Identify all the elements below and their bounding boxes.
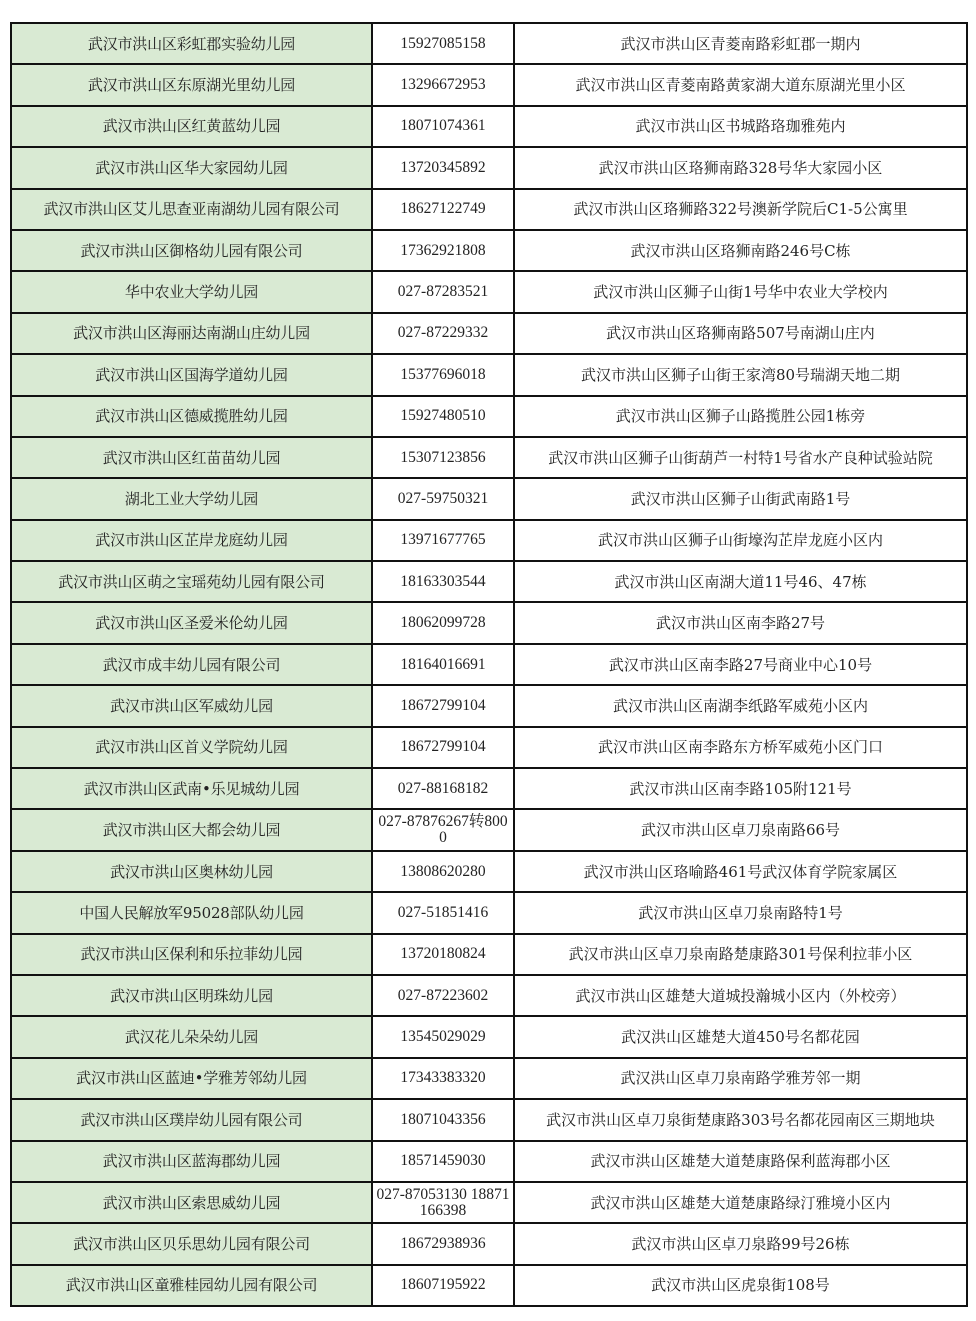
phone-text: 027-87053130 18871166398 <box>376 1185 510 1219</box>
phone-cell <box>372 1265 514 1306</box>
table-row <box>11 313 967 354</box>
kindergarten-name-cell <box>11 271 372 312</box>
address-text: 武汉市洪山区南李路27号商业中心10号 <box>608 655 873 674</box>
address-cell <box>514 1099 967 1140</box>
address-cell <box>514 1058 967 1099</box>
kindergarten-name-cell <box>11 644 372 685</box>
table-row <box>11 561 967 602</box>
kindergarten-name-cell <box>11 64 372 105</box>
table-row <box>11 396 967 437</box>
table-row <box>11 644 967 685</box>
kindergarten-name-cell <box>11 1058 372 1099</box>
kindergarten-name-text: 武汉市洪山区保利和乐拉菲幼儿园 <box>80 945 303 964</box>
address-text: 武汉市洪山区青菱南路彩虹郡一期内 <box>620 34 861 53</box>
address-cell <box>514 189 967 230</box>
phone-text: 18672799104 <box>400 696 486 714</box>
kindergarten-name-cell <box>11 727 372 768</box>
kindergarten-name-text: 武汉市洪山区彩虹郡实验幼儿园 <box>87 34 296 53</box>
address-text: 武汉市洪山区书城路珞珈雅苑内 <box>635 117 846 136</box>
address-text: 武汉洪山区卓刀泉南路学雅芳邻一期 <box>620 1069 861 1088</box>
kindergarten-table <box>10 22 968 1307</box>
address-cell <box>514 727 967 768</box>
kindergarten-name-cell <box>11 602 372 643</box>
address-text: 武汉市洪山区狮子山路揽胜公园1栋旁 <box>615 407 866 426</box>
table-row <box>11 1058 967 1099</box>
address-cell <box>514 23 967 64</box>
table-row <box>11 934 967 975</box>
kindergarten-name-text: 武汉市洪山区童雅桂园幼儿园有限公司 <box>65 1276 318 1295</box>
phone-text: 18672938936 <box>400 1235 486 1253</box>
kindergarten-name-cell <box>11 768 372 809</box>
phone-cell <box>372 1099 514 1140</box>
kindergarten-name-text: 武汉市洪山区武南•乐见城幼儿园 <box>83 779 300 798</box>
phone-cell <box>372 1141 514 1182</box>
phone-text: 027-59750321 <box>397 489 489 507</box>
table-row <box>11 189 967 230</box>
kindergarten-name-text: 武汉市洪山区红黄蓝幼儿园 <box>102 117 281 136</box>
table-row <box>11 768 967 809</box>
kindergarten-name-text: 武汉市洪山区德威揽胜幼儿园 <box>95 407 288 426</box>
table-row <box>11 1141 967 1182</box>
phone-cell <box>372 1223 514 1264</box>
address-text: 武汉市洪山区狮子山街壕沟芷岸龙庭小区内 <box>597 531 883 550</box>
kindergarten-name-cell <box>11 520 372 561</box>
phone-text: 18571459030 <box>400 1152 486 1170</box>
phone-text: 18627122749 <box>400 200 486 218</box>
kindergarten-name-text: 武汉市洪山区军威幼儿园 <box>110 696 273 715</box>
address-text: 武汉市洪山区雄楚大道楚康路保利蓝海郡小区 <box>590 1152 891 1171</box>
kindergarten-name-text: 武汉市洪山区萌之宝瑶苑幼儿园有限公司 <box>58 572 325 591</box>
kindergarten-name-cell <box>11 809 372 850</box>
address-text: 武汉市洪山区南湖李纸路军威苑小区内 <box>612 696 868 715</box>
kindergarten-name-cell <box>11 1099 372 1140</box>
kindergarten-name-text: 武汉市洪山区首义学院幼儿园 <box>95 738 288 757</box>
table-row <box>11 106 967 147</box>
address-cell <box>514 561 967 602</box>
table-row <box>11 851 967 892</box>
phone-cell <box>372 644 514 685</box>
phone-cell <box>372 520 514 561</box>
address-cell <box>514 1016 967 1057</box>
table-row <box>11 809 967 850</box>
phone-cell <box>372 892 514 933</box>
address-text: 武汉市洪山区狮子山街1号华中农业大学校内 <box>593 283 888 302</box>
phone-text: 027-87223602 <box>397 986 489 1004</box>
address-text: 武汉市洪山区狮子山街王家湾80号瑞湖天地二期 <box>580 365 901 384</box>
table-row <box>11 23 967 64</box>
address-text: 武汉市洪山区珞喻路461号武汉体育学院家属区 <box>583 862 898 881</box>
kindergarten-name-text: 武汉市洪山区芷岸龙庭幼儿园 <box>95 531 288 550</box>
phone-cell <box>372 189 514 230</box>
address-cell <box>514 809 967 850</box>
table-body <box>11 23 967 1306</box>
phone-text: 13971677765 <box>400 531 486 549</box>
table-row <box>11 892 967 933</box>
kindergarten-name-text: 武汉市洪山区圣爱米伦幼儿园 <box>95 614 288 633</box>
kindergarten-name-cell <box>11 1265 372 1306</box>
address-cell <box>514 520 967 561</box>
phone-cell <box>372 934 514 975</box>
kindergarten-name-text: 武汉市洪山区华大家园幼儿园 <box>95 158 288 177</box>
address-text: 武汉市洪山区珞狮南路246号C栋 <box>630 241 851 260</box>
address-text: 武汉市洪山区南李路东方桥军威苑小区门口 <box>597 738 883 757</box>
kindergarten-name-cell <box>11 354 372 395</box>
address-text: 武汉市洪山区卓刀泉南路特1号 <box>638 903 843 922</box>
kindergarten-name-text: 武汉市洪山区璞岸幼儿园有限公司 <box>80 1110 303 1129</box>
table-row <box>11 437 967 478</box>
kindergarten-name-text: 武汉市洪山区国海学道幼儿园 <box>95 365 288 384</box>
address-text: 武汉市洪山区卓刀泉南路楚康路301号保利拉菲小区 <box>568 945 913 964</box>
kindergarten-name-cell <box>11 147 372 188</box>
address-cell <box>514 1182 967 1223</box>
phone-text: 18607195922 <box>400 1276 486 1294</box>
address-text: 武汉市洪山区狮子山街葫芦一村特1号省水产良种试验站院 <box>548 448 933 467</box>
table-row <box>11 975 967 1016</box>
kindergarten-name-cell <box>11 1016 372 1057</box>
address-text: 武汉市洪山区南李路105附121号 <box>629 779 852 798</box>
address-cell <box>514 106 967 147</box>
kindergarten-name-text: 武汉市洪山区红苗苗幼儿园 <box>102 448 281 467</box>
address-text: 武汉市洪山区雄楚大道城投瀚城小区内（外校旁） <box>575 986 906 1005</box>
kindergarten-name-text: 武汉市成丰幼儿园有限公司 <box>102 655 281 674</box>
phone-text: 13808620280 <box>400 862 486 880</box>
kindergarten-name-cell <box>11 313 372 354</box>
phone-cell <box>372 147 514 188</box>
kindergarten-name-text: 中国人民解放军95028部队幼儿园 <box>79 903 304 922</box>
table-row <box>11 478 967 519</box>
address-cell <box>514 437 967 478</box>
address-cell <box>514 644 967 685</box>
table-row <box>11 685 967 726</box>
phone-cell <box>372 685 514 726</box>
address-text: 武汉市洪山区珞狮南路328号华大家园小区 <box>598 158 883 177</box>
phone-cell <box>372 271 514 312</box>
address-text: 武汉洪山区雄楚大道450号名都花园 <box>621 1028 860 1047</box>
table-row <box>11 520 967 561</box>
phone-text: 13545029029 <box>400 1028 486 1046</box>
phone-text: 18672799104 <box>400 738 486 756</box>
phone-cell <box>372 727 514 768</box>
phone-cell <box>372 437 514 478</box>
table-row <box>11 1099 967 1140</box>
address-text: 武汉市洪山区虎泉街108号 <box>651 1276 830 1295</box>
kindergarten-name-cell <box>11 106 372 147</box>
kindergarten-name-text: 武汉市洪山区明珠幼儿园 <box>110 986 273 1005</box>
kindergarten-name-cell <box>11 1223 372 1264</box>
phone-text: 17362921808 <box>400 241 486 259</box>
phone-text: 027-87283521 <box>397 283 489 301</box>
phone-cell <box>372 313 514 354</box>
address-cell <box>514 396 967 437</box>
phone-text: 18164016691 <box>400 655 486 673</box>
phone-text: 15927085158 <box>400 34 486 52</box>
address-text: 武汉市洪山区卓刀泉南路66号 <box>640 821 841 840</box>
address-cell <box>514 602 967 643</box>
phone-cell <box>372 1058 514 1099</box>
phone-text: 13720345892 <box>400 158 486 176</box>
address-cell <box>514 230 967 271</box>
phone-cell <box>372 1016 514 1057</box>
phone-cell <box>372 768 514 809</box>
phone-text: 027-51851416 <box>397 903 489 921</box>
kindergarten-name-text: 武汉花儿朵朵幼儿园 <box>124 1028 259 1047</box>
table-row <box>11 354 967 395</box>
table-row <box>11 271 967 312</box>
phone-cell <box>372 809 514 850</box>
table-row <box>11 230 967 271</box>
table-row <box>11 147 967 188</box>
phone-cell <box>372 396 514 437</box>
phone-text: 18163303544 <box>400 572 486 590</box>
kindergarten-name-text: 武汉市洪山区蓝迪•学雅芳邻幼儿园 <box>76 1069 307 1088</box>
phone-cell <box>372 1182 514 1223</box>
kindergarten-name-text: 华中农业大学幼儿园 <box>124 283 259 302</box>
phone-cell <box>372 354 514 395</box>
kindergarten-name-text: 湖北工业大学幼儿园 <box>124 489 259 508</box>
address-text: 武汉市洪山区青菱南路黄家湖大道东原湖光里小区 <box>575 76 906 95</box>
phone-cell <box>372 230 514 271</box>
phone-text: 15377696018 <box>400 365 486 383</box>
kindergarten-name-cell <box>11 396 372 437</box>
kindergarten-name-cell <box>11 1141 372 1182</box>
table-row <box>11 727 967 768</box>
phone-cell <box>372 975 514 1016</box>
address-text: 武汉市洪山区狮子山街武南路1号 <box>630 489 851 508</box>
address-text: 武汉市洪山区南李路27号 <box>655 614 826 633</box>
kindergarten-name-cell <box>11 851 372 892</box>
kindergarten-name-text: 武汉市洪山区海丽达南湖山庄幼儿园 <box>73 324 310 343</box>
kindergarten-name-cell <box>11 934 372 975</box>
kindergarten-name-cell <box>11 561 372 602</box>
address-cell <box>514 1265 967 1306</box>
table-row <box>11 1016 967 1057</box>
kindergarten-name-cell <box>11 437 372 478</box>
kindergarten-name-cell <box>11 685 372 726</box>
table-row <box>11 64 967 105</box>
address-text: 武汉市洪山区雄楚大道楚康路绿汀雅境小区内 <box>590 1193 891 1212</box>
address-cell <box>514 147 967 188</box>
kindergarten-name-text: 武汉市洪山区御格幼儿园有限公司 <box>80 241 303 260</box>
kindergarten-name-cell <box>11 189 372 230</box>
phone-text: 15307123856 <box>400 448 486 466</box>
address-cell <box>514 271 967 312</box>
phone-cell <box>372 23 514 64</box>
address-cell <box>514 851 967 892</box>
address-cell <box>514 934 967 975</box>
address-cell <box>514 64 967 105</box>
table-row <box>11 602 967 643</box>
phone-cell <box>372 561 514 602</box>
table-row <box>11 1223 967 1264</box>
phone-text: 18071043356 <box>400 1110 486 1128</box>
kindergarten-name-cell <box>11 478 372 519</box>
phone-text: 027-87229332 <box>397 324 489 342</box>
kindergarten-name-cell <box>11 975 372 1016</box>
kindergarten-name-text: 武汉市洪山区艾儿思查亚南湖幼儿园有限公司 <box>43 200 340 219</box>
address-cell <box>514 313 967 354</box>
phone-text: 18071074361 <box>400 117 486 135</box>
phone-cell <box>372 478 514 519</box>
phone-text: 13720180824 <box>400 945 486 963</box>
kindergarten-name-cell <box>11 892 372 933</box>
address-cell <box>514 892 967 933</box>
phone-text: 15927480510 <box>400 407 486 425</box>
kindergarten-name-text: 武汉市洪山区东原湖光里幼儿园 <box>87 76 296 95</box>
kindergarten-name-cell <box>11 1182 372 1223</box>
address-cell <box>514 768 967 809</box>
address-cell <box>514 478 967 519</box>
address-text: 武汉市洪山区珞狮路322号澳新学院后C1-5公寓里 <box>573 200 908 219</box>
kindergarten-name-cell <box>11 230 372 271</box>
phone-text: 13296672953 <box>400 76 486 94</box>
phone-text: 027-87876267转8000 <box>378 813 508 847</box>
kindergarten-name-cell <box>11 23 372 64</box>
phone-cell <box>372 64 514 105</box>
kindergarten-name-text: 武汉市洪山区大都会幼儿园 <box>102 821 281 840</box>
address-text: 武汉市洪山区南湖大道11号46、47栋 <box>614 572 867 591</box>
phone-cell <box>372 602 514 643</box>
address-cell <box>514 1141 967 1182</box>
address-text: 武汉市洪山区卓刀泉街楚康路303号名都花园南区三期地块 <box>546 1110 935 1129</box>
address-text: 武汉市洪山区珞狮南路507号南湖山庄内 <box>606 324 875 343</box>
kindergarten-name-text: 武汉市洪山区奥林幼儿园 <box>110 862 273 881</box>
address-cell <box>514 975 967 1016</box>
kindergarten-name-text: 武汉市洪山区蓝海郡幼儿园 <box>102 1152 281 1171</box>
phone-text: 17343383320 <box>400 1069 486 1087</box>
table-row <box>11 1265 967 1306</box>
address-cell <box>514 354 967 395</box>
phone-text: 027-88168182 <box>397 779 489 797</box>
table-row <box>11 1182 967 1223</box>
phone-cell <box>372 851 514 892</box>
address-cell <box>514 1223 967 1264</box>
kindergarten-name-text: 武汉市洪山区索思威幼儿园 <box>102 1193 281 1212</box>
kindergarten-name-text: 武汉市洪山区贝乐思幼儿园有限公司 <box>73 1235 310 1254</box>
address-text: 武汉市洪山区卓刀泉路99号26栋 <box>631 1235 850 1254</box>
phone-text: 18062099728 <box>400 614 486 632</box>
address-cell <box>514 685 967 726</box>
phone-cell <box>372 106 514 147</box>
